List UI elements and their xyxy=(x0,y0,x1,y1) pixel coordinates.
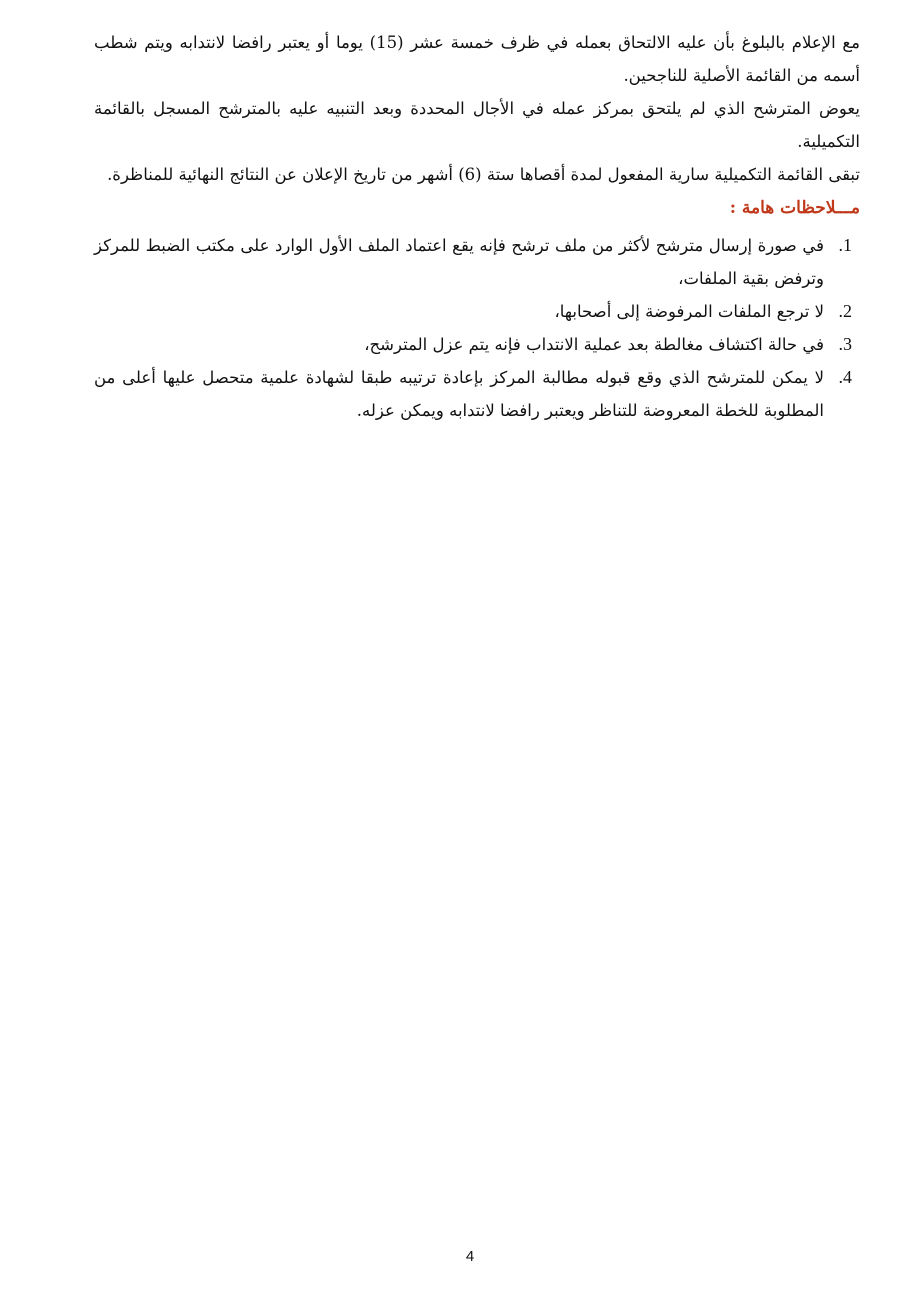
note-item xyxy=(94,229,860,295)
note-text: لا يمكن للمترشح الذي وقع قبوله مطالبة المركز بإعادة ترتيبه طبقا لشهادة علمية متحصل عليها أعلى من المطلوبة للخطة المعروضة للتناظر ويعتبر رافضا لانتدابه ويمكن عزله. xyxy=(94,368,824,420)
note-text: في حالة اكتشاف مغالطة بعد عملية الانتداب فإنه يتم عزل المترشح، xyxy=(364,335,824,354)
paragraph-replacement: يعوض المترشح الذي لم يلتحق بمركز عمله في الأجال المحددة وبعد التنبيه عليه بالمترشح المسجل بالقائمة التكميلية. xyxy=(94,99,860,151)
document-body xyxy=(94,26,860,427)
paragraph-acceptance: مع الإعلام بالبلوغ بأن عليه الالتحاق بعمله في ظرف خمسة عشر (15) يوما أو يعتبر رافضا لانتدابه ويتم شطب أسمه من القائمة الأصلية للناجحين. xyxy=(94,33,860,85)
note-number: 2. xyxy=(838,301,852,321)
note-number: 4. xyxy=(838,367,852,387)
notes-heading: مـــلاحظات هامة : xyxy=(729,198,860,218)
note-item xyxy=(94,361,860,427)
paragraph-validity: تبقى القائمة التكميلية سارية المفعول لمدة أقصاها ستة (6) أشهر من تاريخ الإعلان عن النتائج النهائية للمناظرة. xyxy=(107,165,860,184)
note-item xyxy=(94,328,860,361)
note-number: 1. xyxy=(838,235,852,255)
note-text: لا ترجع الملفات المرفوضة إلى أصحابها، xyxy=(554,302,824,321)
page-number: 4 xyxy=(465,1248,475,1265)
notes-list xyxy=(94,229,860,427)
note-number: 3. xyxy=(838,334,852,354)
note-item xyxy=(94,295,860,328)
note-text: في صورة إرسال مترشح لأكثر من ملف ترشح فإنه يقع اعتماد الملف الأول الوارد على مكتب الضبط للمركز وترفض بقية الملفات، xyxy=(94,236,824,288)
